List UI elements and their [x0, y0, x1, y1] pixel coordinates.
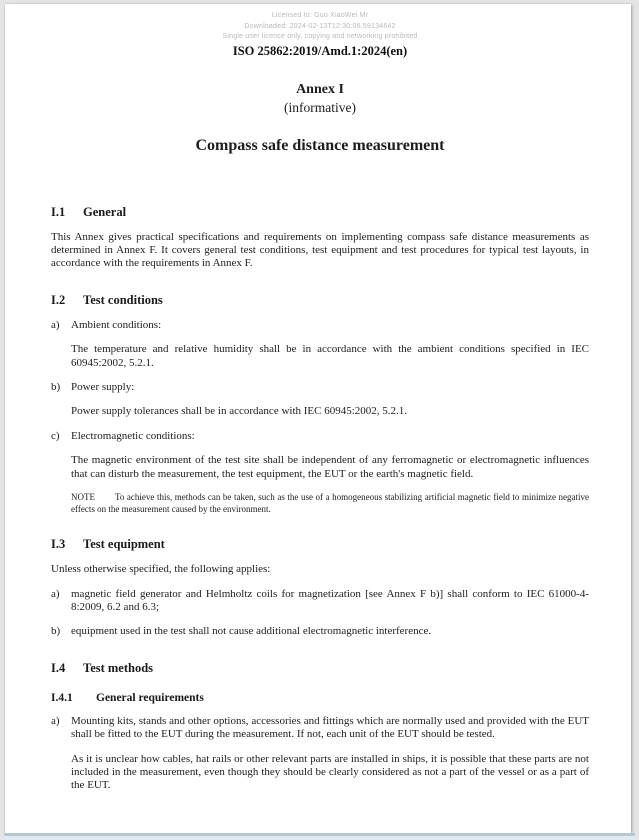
list-item-text: Ambient conditions: — [71, 318, 162, 331]
section-heading — [51, 692, 589, 704]
list-item — [51, 588, 589, 615]
next-page-edge — [4, 833, 635, 840]
document-title: Compass safe distance measurement — [195, 136, 445, 154]
annex-name: Annex I — [296, 81, 344, 97]
list-item-text: magnetic field generator and Helmholtz coils for magnetization [see Annex F b)] shall conform to IEC 61000-4-8:2009, 6.2 and 6.3; — [71, 587, 589, 613]
document-reference: ISO 25862:2019/Amd.1:2024(en) — [232, 43, 408, 58]
list-item-label: a) — [51, 587, 60, 600]
section-title: General — [83, 204, 127, 219]
note — [71, 492, 589, 515]
indented-paragraph: The temperature and relative humidity shall be in accordance with the ambient conditions specified in IEC 60945:2002, 5.2.1. — [71, 343, 589, 369]
license-header — [51, 11, 589, 43]
section-heading — [51, 205, 589, 220]
list-item-text: Mounting kits, stands and other options, accessories and fittings which are normally used and provided with the EUT shall be fitted to the EUT during the measurement. If not, each unit of the EUT should be tested. — [71, 714, 589, 741]
section-title: Test conditions — [83, 292, 163, 307]
section-heading — [51, 537, 589, 552]
section-title: General requirements — [96, 691, 204, 704]
note-label: NOTE — [71, 491, 95, 502]
list-item — [51, 381, 589, 394]
indented-paragraph: As it is unclear how cables, hat rails or other relevant parts are installed in ships, it is possible that these parts are not included in the measurement, even though they should be clearly considered as not a part of the vessel or as a part of the EUT. — [71, 752, 589, 792]
list-item — [51, 319, 589, 332]
list-item-text: Electromagnetic conditions: — [71, 429, 195, 442]
license-line-1: Licensed to: Guo XiaoWei Mr — [271, 12, 369, 19]
section-number: I.1 — [51, 204, 66, 219]
list-item-text: equipment used in the test shall not cause additional electromagnetic interference. — [71, 625, 432, 638]
list-item — [51, 430, 589, 443]
document-page — [5, 4, 631, 833]
paragraph: Unless otherwise specified, the following applies: — [51, 563, 271, 576]
section-number: I.4.1 — [51, 691, 73, 704]
license-line-2: Downloaded: 2024-02-13T12:30:06.59134642 — [244, 22, 396, 30]
indented-paragraph: The magnetic environment of the test site shall be independent of any ferromagnetic or electromagnetic influences that can disturb the measurement, the test equipment, the EUT or the earth's magnetic field. — [71, 454, 589, 480]
next-page-edge-light — [4, 836, 635, 840]
indented-paragraph: Power supply tolerances shall be in accordance with IEC 60945:2002, 5.2.1. — [71, 405, 408, 418]
list-item-label: b) — [51, 380, 61, 393]
paragraph: This Annex gives practical specifications and requirements on implementing compass safe distance measurements as determined in Annex F. It covers general test conditions, test equipment and test procedures for typical test layouts, in accordance with the requirements in Annex F. — [51, 230, 589, 270]
list-item-text: Power supply: — [71, 380, 135, 393]
note-text: To achieve this, methods can be taken, such as the use of a homogeneous stabilizing artificial magnetic field to minimize negative effects on the measurement caused by the environment. — [71, 491, 589, 514]
list-item-label: b) — [51, 625, 61, 638]
annex-type: (informative) — [284, 99, 356, 115]
document-body — [51, 205, 589, 793]
list-item-label: c) — [51, 429, 60, 442]
list-item — [51, 625, 589, 638]
annex-heading — [51, 81, 589, 117]
section-heading — [51, 293, 589, 308]
section-number: I.3 — [51, 537, 66, 552]
list-item-label: a) — [51, 714, 60, 727]
list-item-label: a) — [51, 318, 60, 331]
section-number: I.2 — [51, 292, 66, 307]
license-line-3: Single user licence only, copying and networking prohibited — [222, 33, 418, 40]
section-heading — [51, 661, 589, 676]
section-number: I.4 — [51, 660, 66, 675]
section-title: Test methods — [83, 660, 154, 675]
section-title: Test equipment — [83, 537, 165, 552]
list-item — [51, 715, 589, 742]
